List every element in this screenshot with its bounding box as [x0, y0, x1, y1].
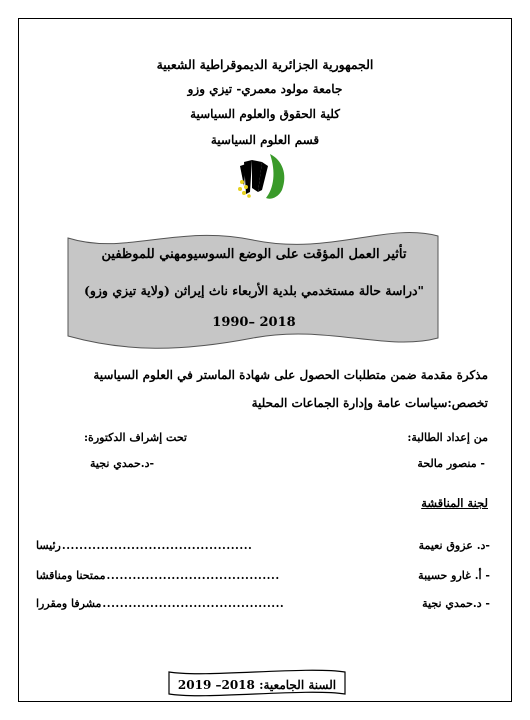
supervised-by-label: تحت إشراف الدكتورة:: [84, 431, 187, 444]
academic-year: السنة الجامعية: 2018– 2019: [177, 678, 337, 692]
republic-heading: الجمهورية الجزائرية الديموقراطية الشعبية: [156, 57, 374, 72]
member-role: ممتحنا ومناقشا: [36, 569, 106, 582]
leader-dots: ............................................: [61, 539, 253, 552]
leader-dots: ..........................................: [102, 597, 285, 610]
supervisor-name: -د.حمدي نجية: [90, 457, 155, 470]
memo-statement: مذكرة مقدمة ضمن متطلبات الحصول على شهادة الماستر في العلوم السياسية: [93, 368, 488, 382]
specialization: تخصص:سياسات عامة وإدارة الجماعات المحلية: [251, 396, 488, 410]
committee-member: [36, 597, 490, 610]
leader-dots: ........................................: [106, 569, 280, 582]
committee-member: [36, 539, 490, 552]
member-name: -د. عزوق نعيمة: [418, 539, 490, 552]
university-logo-icon: [222, 152, 292, 202]
member-name: - د.حمدي نجية: [422, 597, 490, 610]
thesis-title: تأثير العمل المؤقت على الوضع السوسيومهني للموظفين: [101, 247, 407, 262]
member-name: - أ. غارو حسيبة: [418, 569, 490, 582]
thesis-subtitle: "دراسة حالة مستخدمي بلدية الأربعاء ناث إيراثن (ولاية تيزي وزو): [83, 283, 425, 298]
university-name: جامعة مولود معمري- تيزي وزو: [187, 82, 343, 96]
member-role: رئيسا: [36, 539, 61, 552]
student-name: - منصور مالحة: [417, 457, 485, 470]
department-name: قسم العلوم السياسية: [210, 133, 320, 147]
committee-title: لجنة المناقشة: [421, 496, 488, 510]
member-role: مشرفا ومقررا: [36, 597, 102, 610]
committee-member: [36, 569, 490, 582]
thesis-years: 1990– 2018: [212, 315, 296, 330]
prepared-by-label: من إعداد الطالبة:: [407, 431, 488, 444]
faculty-name: كلية الحقوق والعلوم السياسية: [190, 107, 340, 121]
